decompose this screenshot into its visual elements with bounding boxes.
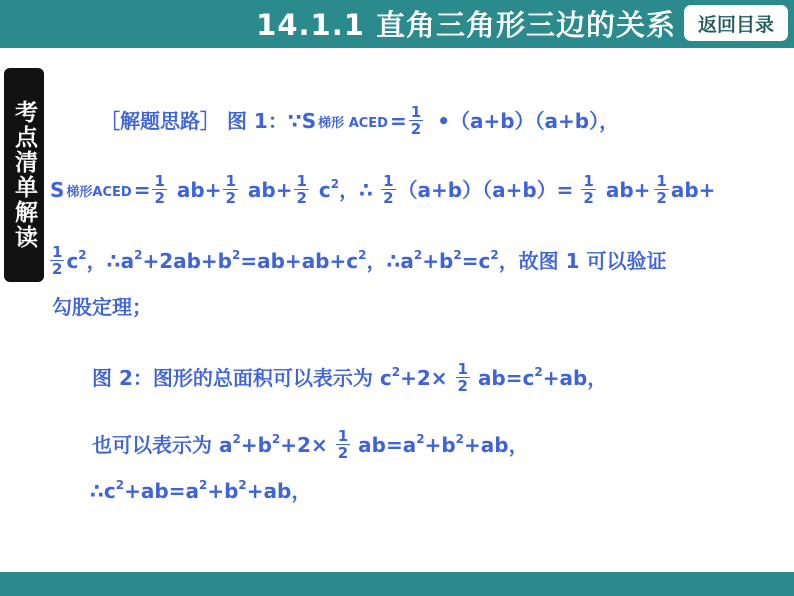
fraction-half: $\frac{1}{2}$ (225, 172, 236, 207)
fraction-half: $\frac{1}{2}$ (656, 172, 667, 207)
text: ，故图 1 可以验证 (498, 248, 667, 273)
text: +b (240, 432, 272, 457)
text: S (50, 177, 65, 202)
text: ，∴ (339, 177, 374, 202)
exponent: 2 (238, 478, 247, 492)
text: •（a+b）（a+b）， (437, 108, 620, 133)
text: c (66, 248, 79, 273)
text: +ab， (246, 479, 312, 503)
solution-line-4 (52, 296, 152, 318)
text: +ab， (542, 365, 608, 390)
exponent: 2 (416, 431, 425, 446)
exponent: 2 (490, 247, 499, 262)
section-label: 考点清单解读 (4, 68, 44, 282)
solution-line-5 (92, 361, 607, 394)
fraction-half: $\frac{1}{2}$ (583, 172, 594, 207)
exponent: 2 (198, 478, 208, 492)
text: +ab=a (124, 479, 199, 503)
text: 图 2：图形的总面积可以表示为 c (92, 365, 392, 390)
text: ，∴a (86, 248, 135, 273)
text: ab=c (477, 365, 535, 390)
exponent: 2 (534, 364, 543, 379)
text: ［解题思路］ 图 1：∵S (100, 108, 317, 133)
text: 勾股定理； (52, 295, 152, 319)
page-title: 14.1.1 直角三角形三边的关系 (256, 8, 676, 42)
exponent: 2 (232, 431, 241, 446)
solution-line-7 (90, 480, 311, 502)
fraction-half: $\frac{1}{2}$ (410, 103, 422, 138)
exponent: 2 (232, 247, 241, 262)
text: ab+ (670, 177, 716, 202)
exponent: 2 (134, 247, 143, 262)
text: c (318, 177, 331, 202)
solution-line-2 (50, 173, 715, 206)
text: +2× (400, 365, 448, 390)
exponent: 2 (455, 431, 465, 446)
exponent: 2 (358, 247, 367, 262)
solution-line-3 (48, 244, 667, 277)
exponent: 2 (271, 431, 281, 446)
solution-line-1 (100, 104, 619, 137)
exponent: 2 (330, 176, 340, 191)
fraction-half: $\frac{1}{2}$ (52, 243, 63, 278)
text: +ab， (464, 432, 529, 457)
text: ，∴a (366, 248, 414, 273)
exponent: 2 (453, 247, 462, 262)
text: ∴c (90, 479, 116, 503)
fraction-half: $\frac{1}{2}$ (383, 172, 394, 207)
back-to-contents-button[interactable]: 返回目录 (684, 5, 788, 41)
exponent: 2 (78, 247, 87, 262)
text: ab+ (176, 177, 222, 202)
subscript: 梯形 ACED (318, 115, 388, 131)
text: =c (461, 248, 491, 273)
text: （a+b）（a+b）= (397, 177, 574, 202)
subscript: 梯形ACED (66, 184, 132, 200)
exponent: 2 (413, 247, 423, 262)
text: ab=a (358, 432, 417, 457)
fraction-half: $\frac{1}{2}$ (457, 360, 468, 395)
fraction-half: $\frac{1}{2}$ (337, 427, 349, 462)
footer-bar (0, 572, 794, 596)
fraction-half: $\frac{1}{2}$ (154, 172, 165, 207)
text: ab+ (247, 177, 293, 202)
text: = (389, 108, 407, 133)
text: +2ab+b (142, 248, 232, 273)
text: 也可以表示为 a (92, 432, 233, 457)
text: +b (422, 248, 454, 273)
fraction-half: $\frac{1}{2}$ (296, 172, 307, 207)
text: =ab+ab+c (240, 248, 359, 273)
text: ab+ (605, 177, 651, 202)
solution-line-6 (92, 428, 529, 461)
text: = (133, 177, 151, 202)
text: +2× (280, 432, 328, 457)
exponent: 2 (115, 478, 125, 492)
text: +b (207, 479, 239, 503)
text: +b (424, 432, 456, 457)
exponent: 2 (391, 364, 401, 379)
